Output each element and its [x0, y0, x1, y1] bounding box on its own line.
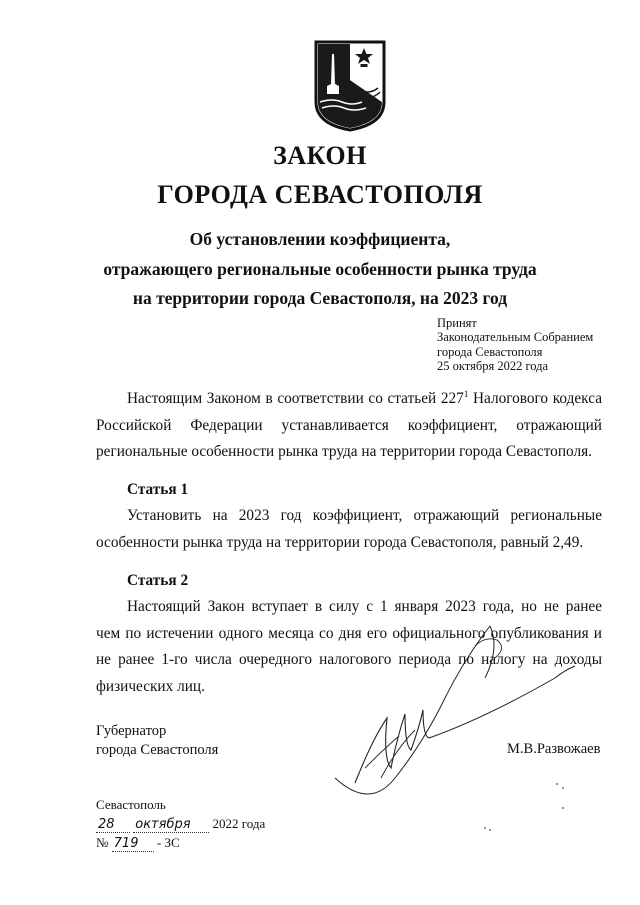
adoption-line: Принят	[437, 316, 477, 330]
intro-text: Настоящим Законом в соответствии со статьей 227	[127, 390, 464, 407]
date-year: 2022 года	[212, 816, 266, 831]
paragraph-line: региональные особенности рынка труда на территории города Севастополя.	[96, 443, 592, 460]
paragraph-line	[96, 386, 602, 413]
paragraph-line: Установить на 2023 год коэффициент, отражающий региональные	[127, 507, 602, 524]
number-sign: №	[96, 835, 109, 850]
law-issuer: ГОРОДА СЕВАСТОПОЛЯ	[157, 180, 483, 209]
paragraph-line: физических лиц.	[96, 677, 205, 695]
signing-city: Севастополь	[96, 797, 166, 812]
law-subtitle-line: на территории города Севастополя, на 2023 год	[132, 288, 508, 308]
article-1-paragraph	[96, 503, 602, 556]
article-2-paragraph	[96, 594, 602, 700]
date-day-handwritten: 28	[96, 817, 130, 833]
position-line: Губернатор	[96, 723, 167, 739]
law-title: ЗАКОН	[273, 141, 367, 170]
paragraph-line: не ранее 1-го числа очередного налогового периода по налогу на доходы	[96, 651, 602, 668]
paragraph-line: особенности рынка труда на территории города Севастополя, равный 2,49.	[96, 533, 584, 551]
position-line: города Севастополя	[96, 742, 219, 758]
intro-paragraph	[96, 386, 602, 466]
article-superscript: 1	[463, 388, 469, 399]
number-suffix: - ЗС	[156, 835, 180, 850]
law-subtitle-line: отражающего региональные особенности рынка труда	[103, 259, 537, 279]
paragraph-line: Настоящий Закон вступает в силу с 1 января 2023 года, но не ранее	[127, 598, 602, 615]
intro-text: Налогового кодекса	[468, 390, 602, 407]
coat-of-arms-icon	[312, 40, 388, 132]
article-2-heading: Статья 2	[127, 572, 189, 589]
article-1-heading: Статья 1	[127, 481, 189, 498]
paragraph-line: чем по истечении одного месяца со дня его официального опубликования и	[96, 624, 602, 642]
number-handwritten: 719	[112, 836, 154, 852]
signatory-name: М.В.Развожаев	[507, 741, 601, 757]
adoption-line: Законодательным Собранием	[437, 330, 594, 345]
date-month-handwritten: октября	[133, 817, 209, 833]
law-subtitle-line: Об установлении коэффициента,	[189, 229, 451, 249]
law-number	[96, 835, 180, 852]
adoption-date: 25 октября 2022 года	[437, 358, 549, 373]
adoption-note	[437, 316, 593, 373]
adoption-line: города Севастополя	[437, 344, 543, 359]
signing-date	[96, 816, 265, 833]
signatory-position	[96, 722, 218, 760]
paragraph-line: Российской Федерации устанавливается коэффициент, отражающий	[96, 416, 602, 434]
